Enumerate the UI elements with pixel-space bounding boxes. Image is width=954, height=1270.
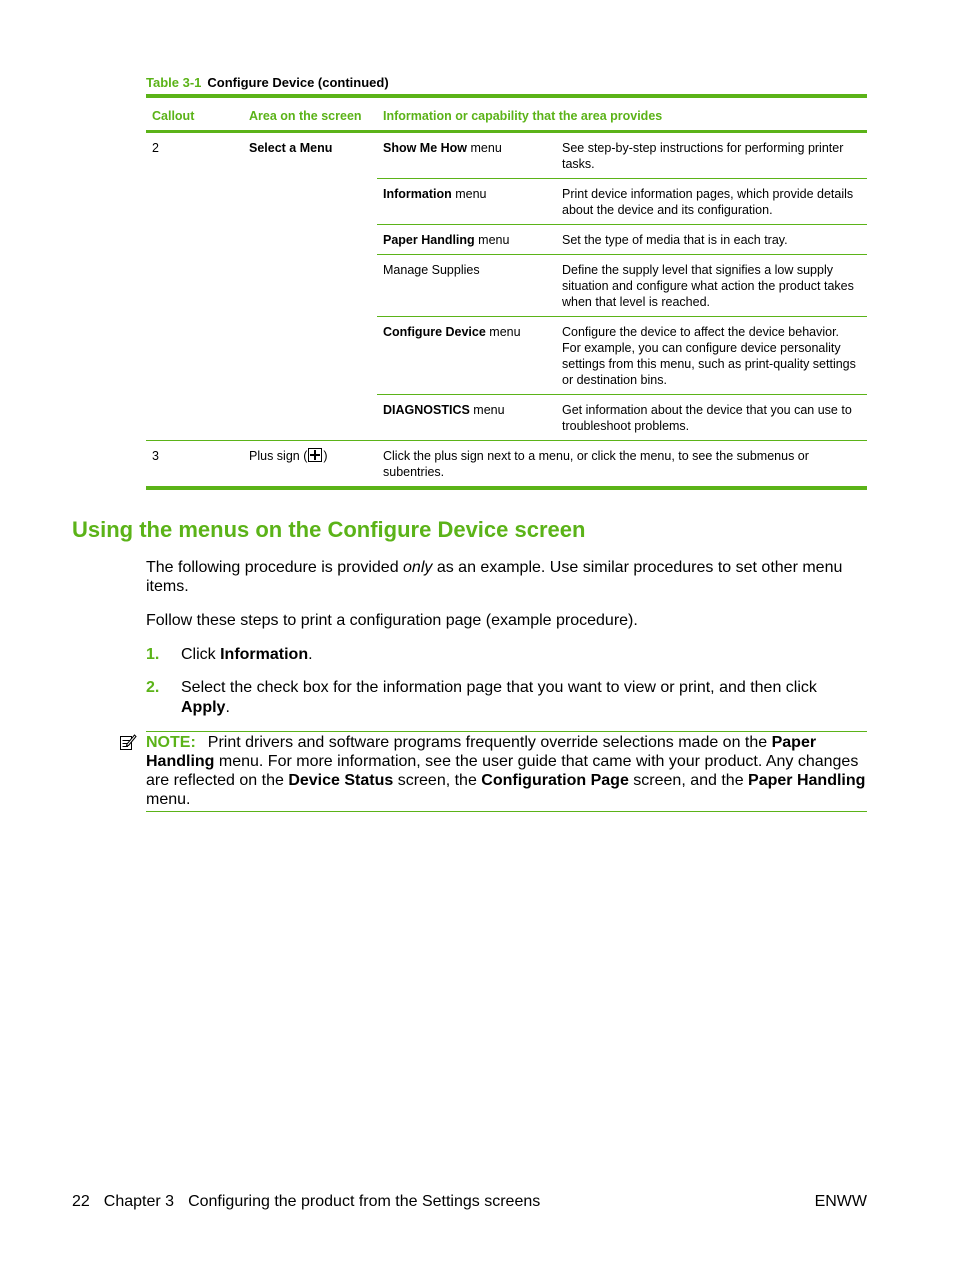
note-text: menu.: [146, 791, 191, 808]
note-box: [146, 731, 867, 812]
table-header-row: [146, 96, 867, 132]
menu-name-cell: [377, 395, 556, 441]
menu-desc-cell: Configure the device to affect the device behavior. For example, you can configure device personality settings from this menu, such as print-quality settings or destination bins.: [556, 317, 867, 395]
menu-name-bold: Paper Handling: [383, 233, 475, 247]
step-text-b: .: [308, 646, 313, 663]
menu-name-rest: menu: [485, 325, 521, 339]
intro-emphasis: only: [403, 559, 433, 576]
area-text-after: ): [323, 449, 328, 463]
header-area: Area on the screen: [243, 96, 377, 132]
menu-name-bold: Configure Device: [383, 325, 486, 339]
menu-name-rest: menu: [474, 233, 510, 247]
header-callout: Callout: [146, 96, 243, 132]
menu-desc-cell: Get information about the device that you can use to troubleshoot problems.: [556, 395, 867, 441]
intro-text-b: as an example. Use similar procedures to set other menu items.: [146, 559, 843, 595]
step-text-a: Select the check box for the information page that you want to view or print, and then click: [181, 679, 817, 696]
step-text-bold: Information: [220, 646, 309, 663]
step-text: [181, 645, 867, 665]
step-text: [181, 678, 867, 718]
plus-desc-cell: Click the plus sign next to a menu, or click the menu, to see the submenus or subentries.: [383, 449, 809, 479]
note-bold: Device Status: [288, 772, 394, 789]
step-number: 1.: [146, 646, 160, 663]
note-text: screen, the: [393, 772, 482, 789]
note-bold: Paper Handling: [748, 772, 866, 789]
note-text: menu. For more information, see the user guide that came with your product. Any changes are reflected on the: [146, 753, 859, 789]
plus-sign-icon: [308, 448, 322, 462]
menu-name-rest: menu: [467, 141, 502, 155]
menu-name-cell: [377, 179, 556, 225]
area-cell: [243, 441, 377, 489]
step-number: 2.: [146, 679, 160, 696]
menu-desc-cell: See step-by-step instructions for performing printer tasks.: [556, 132, 867, 179]
menu-name-bold: Information: [383, 187, 452, 201]
menu-name-cell: [377, 132, 556, 179]
area-cell: Select a Menu: [249, 141, 333, 155]
note-bold: Configuration Page: [481, 772, 629, 789]
page-footer: [72, 1193, 867, 1211]
chapter-title: Configuring the product from the Settings screens: [188, 1193, 541, 1210]
step-text-a: Click: [181, 646, 221, 663]
table-row: [146, 132, 867, 179]
configure-device-table: [146, 94, 867, 490]
callout-cell: 3: [152, 449, 159, 463]
footer-left: [72, 1193, 554, 1210]
table-number: Table 3-1: [146, 75, 202, 90]
menu-name-rest: Manage Supplies: [383, 263, 480, 277]
menu-name-rest: menu: [451, 187, 487, 201]
chapter-label: Chapter 3: [103, 1193, 175, 1210]
step-item: [146, 645, 867, 665]
note-text: Print drivers and software programs frequently override selections made on the: [207, 734, 772, 751]
menu-name-cell: [377, 255, 556, 317]
menu-desc-cell: Define the supply level that signifies a low supply situation and configure what action the product takes when that level is reached.: [556, 255, 867, 317]
footer-right: ENWW: [814, 1193, 867, 1210]
steps-intro-paragraph: Follow these steps to print a configuration page (example procedure).: [146, 612, 638, 629]
note-label: NOTE:: [146, 734, 196, 751]
menu-name-rest: menu: [469, 403, 505, 417]
callout-cell: 2: [152, 141, 159, 155]
table-caption: [146, 75, 389, 90]
menu-name-bold: DIAGNOSTICS: [383, 403, 470, 417]
section-heading: Using the menus on the Configure Device screen: [72, 517, 586, 542]
page-number: 22: [72, 1193, 90, 1210]
step-text-bold: Apply: [181, 699, 226, 716]
area-text-before: Plus sign (: [249, 449, 308, 463]
intro-paragraph: [146, 558, 867, 596]
table-title: Configure Device (continued): [207, 75, 389, 90]
menu-desc-cell: Set the type of media that is in each tray.: [556, 225, 867, 255]
step-text-b: .: [225, 699, 230, 716]
step-item: [146, 678, 867, 718]
header-information: Information or capability that the area provides: [377, 96, 867, 132]
note-icon: [119, 733, 137, 751]
intro-text-a: The following procedure is provided: [146, 559, 404, 576]
menu-name-cell: [377, 225, 556, 255]
menu-name-bold: Show Me How: [383, 141, 468, 155]
menu-name-cell: [377, 317, 556, 395]
note-text: screen, and the: [628, 772, 749, 789]
menu-desc-cell: Print device information pages, which provide details about the device and its configuration.: [556, 179, 867, 225]
table-row: [146, 441, 867, 489]
note-bold: Paper Handling: [146, 734, 817, 770]
